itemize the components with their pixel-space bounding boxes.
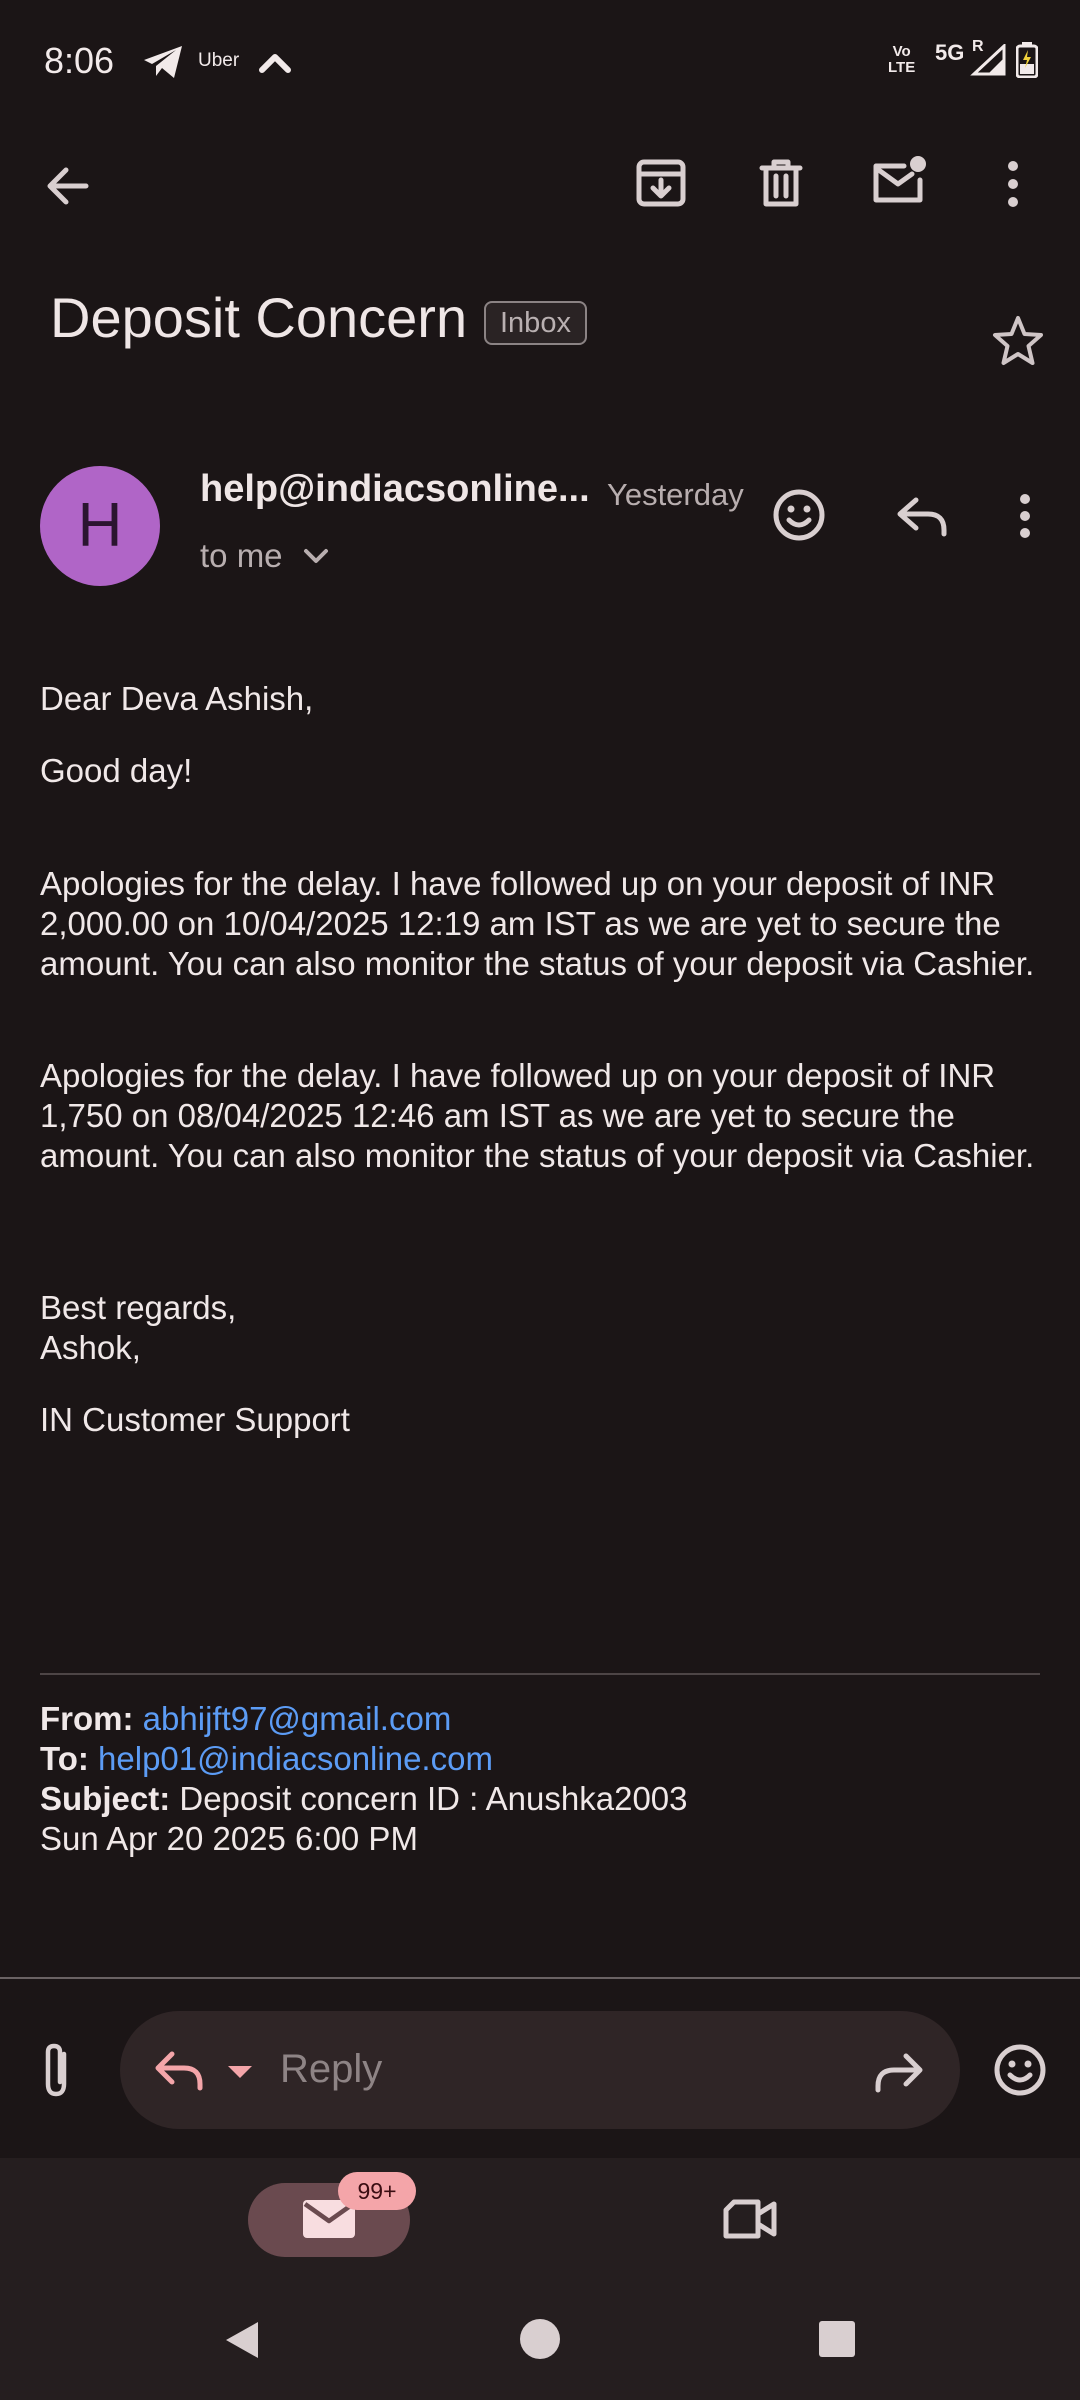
body-team: IN Customer Support xyxy=(40,1401,350,1438)
inbox-label-chip[interactable]: Inbox xyxy=(484,301,587,345)
video-icon xyxy=(722,2196,778,2242)
forward-icon xyxy=(872,2048,926,2094)
email-subject: Deposit Concern xyxy=(50,286,468,349)
archive-button[interactable] xyxy=(634,156,688,210)
telegram-icon xyxy=(142,44,184,80)
system-recents-button[interactable] xyxy=(818,2320,856,2358)
more-options-button[interactable] xyxy=(992,156,1034,212)
quoted-divider xyxy=(40,1673,1040,1675)
delete-button[interactable] xyxy=(754,156,808,210)
reply-emoji-button[interactable] xyxy=(992,2042,1048,2098)
more-vert-icon xyxy=(1004,489,1046,543)
chevron-down-icon xyxy=(301,546,331,566)
trash-icon xyxy=(754,156,808,210)
chevron-up-icon xyxy=(258,52,292,74)
sender-name[interactable]: help@indiacsonline... xyxy=(200,468,590,510)
quoted-to-row xyxy=(40,1739,688,1779)
body-paragraph-2: Apologies for the delay. I have followed up on your deposit of INR 1,750 on 08/04/2025 12:46 am IST as we are yet to secure the amount. You can also monitor the status of your deposit via Cashier. xyxy=(40,1057,1035,1174)
message-more-button[interactable] xyxy=(1004,489,1046,543)
emoji-icon xyxy=(771,487,827,543)
reply-placeholder[interactable]: Reply xyxy=(280,2047,383,2091)
reply-icon xyxy=(894,490,950,542)
reply-icon xyxy=(154,2046,204,2094)
signal-icon xyxy=(970,44,1006,76)
recipient-label: to me xyxy=(200,537,283,574)
archive-icon xyxy=(634,156,688,210)
back-button[interactable] xyxy=(40,158,96,214)
add-reaction-button[interactable] xyxy=(771,487,827,543)
quoted-date: Sun Apr 20 2025 6:00 PM xyxy=(40,1820,418,1857)
system-back-button[interactable] xyxy=(220,2318,264,2362)
triangle-back-icon xyxy=(220,2318,264,2362)
star-icon xyxy=(990,313,1046,369)
bottom-navigation xyxy=(0,2158,1080,2400)
reply-type-button[interactable] xyxy=(154,2046,204,2094)
arrow-left-icon xyxy=(40,158,96,214)
quoted-header xyxy=(40,1699,688,1859)
volte-indicator: Vo LTE xyxy=(888,43,916,76)
reply-type-dropdown[interactable] xyxy=(226,2064,254,2080)
nav-meet-tab[interactable] xyxy=(722,2196,778,2242)
from-email-link[interactable]: abhijft97@gmail.com xyxy=(142,1700,452,1737)
from-label: From: xyxy=(40,1700,134,1737)
roaming-indicator: R xyxy=(972,38,984,55)
square-recents-icon xyxy=(818,2320,856,2358)
body-greeting: Dear Deva Ashish, xyxy=(40,680,314,717)
system-home-button[interactable] xyxy=(519,2318,561,2360)
network-type: 5G xyxy=(935,40,965,65)
circle-home-icon xyxy=(519,2318,561,2360)
quoted-subject: Deposit concern ID : Anushka2003 xyxy=(179,1780,688,1817)
battery-icon xyxy=(1016,42,1038,78)
sender-avatar[interactable]: H xyxy=(40,466,160,586)
quoted-subject-row xyxy=(40,1779,688,1819)
body-signer: Ashok, xyxy=(40,1329,141,1366)
attach-button[interactable] xyxy=(36,2040,76,2100)
email-date: Yesterday xyxy=(607,477,744,512)
caret-down-icon xyxy=(226,2064,254,2080)
body-line: Good day! xyxy=(40,752,193,789)
body-paragraph-1: Apologies for the delay. I have followed up on your deposit of INR 2,000.00 on 10/04/2025 12:19 am IST as we are yet to secure the amount. You can also monitor the status of your deposit via Cashier. xyxy=(40,865,1035,982)
paperclip-icon xyxy=(36,2040,76,2100)
forward-button[interactable] xyxy=(872,2048,926,2094)
recipient-details-toggle[interactable] xyxy=(200,537,331,575)
reply-button[interactable] xyxy=(894,490,950,542)
to-email-link[interactable]: help01@indiacsonline.com xyxy=(98,1740,493,1777)
emoji-icon xyxy=(992,2042,1048,2098)
quoted-from-row xyxy=(40,1699,688,1739)
mail-unread-icon xyxy=(870,154,930,210)
reply-separator xyxy=(0,1977,1080,1979)
status-app-label: Uber xyxy=(198,50,240,71)
status-time: 8:06 xyxy=(44,40,115,81)
mark-unread-button[interactable] xyxy=(870,154,930,210)
body-closing: Best regards, xyxy=(40,1289,237,1326)
mail-unread-badge: 99+ xyxy=(338,2172,416,2210)
star-button[interactable] xyxy=(990,313,1046,369)
more-vert-icon xyxy=(992,156,1034,212)
subject-label: Subject: xyxy=(40,1780,171,1817)
to-label: To: xyxy=(40,1740,89,1777)
